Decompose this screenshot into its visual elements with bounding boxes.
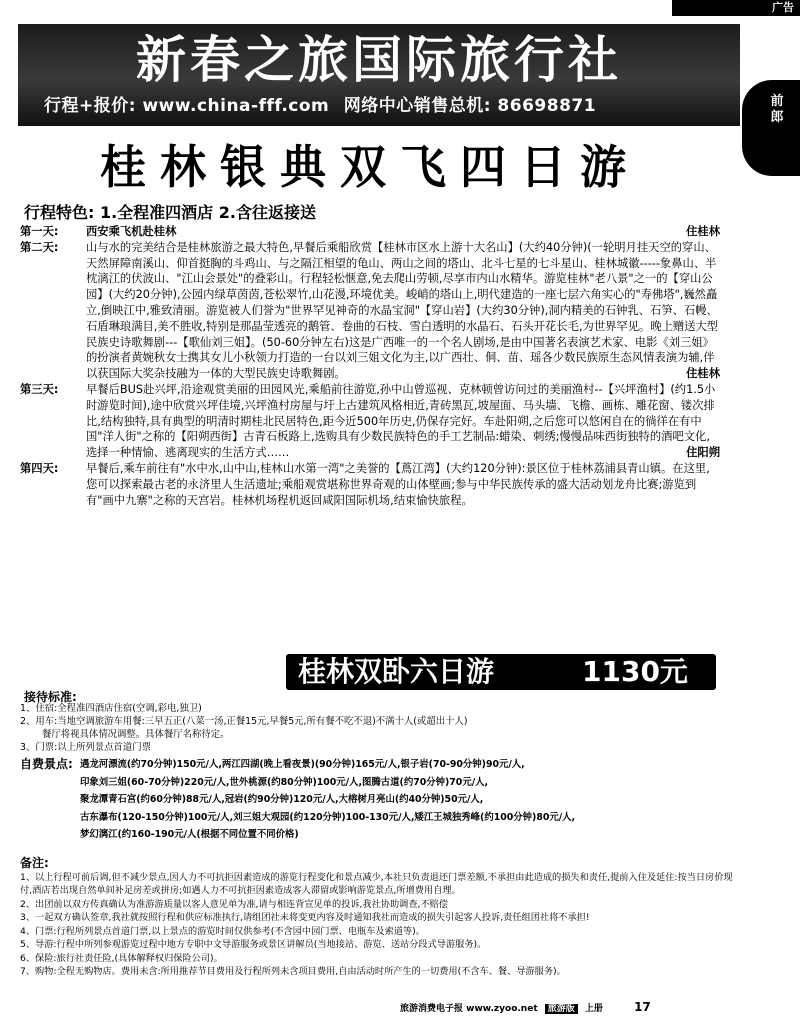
list-item: 7、购物:全程无购物店。费用未含:所用推荐节目费用及行程所列未含项目费用,自由活动时所产生的一切费用(不含车、餐、导游服务)。 [20,966,566,977]
list-item: 聚龙潭青石宫(约60分钟)88元/人,冠岩(约90分钟)120元/人,大榕树月亮山(约40分钟)50元/人, [80,794,484,805]
itinerary-website[interactable]: 行程+报价: www.china-fff.com [44,96,330,116]
tour-features: 行程特色: 1.全程准四酒店 2.含往返接送 [24,203,316,222]
side-tab-label: 前郎 [770,94,784,125]
footer [400,1000,651,1016]
optional-attractions [20,756,740,844]
standards-title: 接待标准: [24,690,77,704]
day-text: 山与水的完美结合是桂林旅游之最大特色,早餐后乘船欣赏【桂林市区水上游十大名山】(大约40分钟)(一轮明月挂天空的穿山、天然屏障南溪山、仰首挺胸的斗鸡山、与之隔江相望的龟山、两山之间的塔山、北斗七星的七斗星山、桂林城徽-----象鼻山、半枕漓江的伏波山、"江山会景处"的叠彩山。行程轻松惬意,免去爬山劳顿,尽享市内山水精华。游览桂林"老八景"之一的【穿山公园】(大约20分钟),公园内绿草茵茵,苍松翠竹,山花漫,环境优美。峻峭的塔山上,明代建造的一座七层六角实心的"寿佛塔",巍然矗立,倒映江中,雅致清丽。游览被人们誉为"世界罕见神奇的水晶宝洞"【穿山岩】(大约30分钟),洞内精美的石钟乳、石笋、石幔、石盾琳琅满目,美不胜收,特别是那晶莹透亮的鹅管、卷曲的石枝、雪白透明的水晶石、石头开花长毛,为世界罕见。晚上赠送大型民族史诗歌舞剧---【歌仙刘三姐】。(50-60分钟左右)这是广西唯一的一个名人剧场,是由中国著名表演艺术家、电影《刘三姐》的扮演者黄婉秋女士携其女儿小秋领力打造的一台以刘三姐文化为主,以广西壮、侗、苗、瑶各少数民族原生态风情表演为辅,伴以获国际大奖杂技融为一体的大型民族史诗歌舞剧。 [86,240,719,381]
day-label: 第二天: [20,240,59,254]
tour-title: 桂林银典双飞四日游 [100,140,640,194]
optional-title: 自费景点: [20,757,73,771]
day-lodging: 住桂林 [686,367,720,381]
day-lodging: 住阳朔 [686,446,720,460]
list-item: 遇龙河漂流(约70分钟)150元/人,两江四湖(晚上看夜景)(90分钟)165元/人,银子岩(70-90分钟)90元/人, [80,759,525,770]
day-text: 早餐后,乘车前往有"水中水,山中山,桂林山水第一湾"之美誉的【蔦江湾】(大约120分钟):景区位于桂林荔浦县青山镇。在这里,您可以探索最古老的永济里人生活遗址;乘船观赏堪称世界奇观的山体壁画;参与中华民族传承的盛大活动划龙舟比赛;游览到有"画中九寨"之称的天宫岩。桂林机场程机返回咸阳国际机场,结束愉快旅程。 [86,461,710,507]
promo-name: 桂林双卧六日游 [298,655,495,688]
list-item: 梦幻漓江(约160-190元/人(根据不同位置不同价格) [80,829,299,840]
list-item: 6、保险:旅行社责任险,(具体解释权归保险公司)。 [20,952,223,964]
notes [20,857,740,979]
footer-volume: 上册 [584,1004,603,1014]
day-label: 第三天: [20,382,59,396]
day-label: 第四天: [20,461,59,475]
list-item: 1、以上行程可前后调,但不减少景点,因人力不可抗拒因素造成的游览行程变化和景点减少,本社只负责退还门票差额,不承担由此造成的损失和责任,提前入住及延住:按当日房价现付,酒店若出现自然单间补足房差或拼房;如遇人力不可抗拒因素造成客人滞留或影响游览景点,所增费用自理。 [20,871,733,896]
ad-tag: 广告 [672,0,800,16]
day-lodging: 住桂林 [686,225,720,238]
list-item: 2、出团前以双方传真确认为准游游质量以客人意见单为准,请与相连背宣见单的投诉,我社协助调查,不赔偿 [20,898,449,910]
promo-price: 1130元 [582,655,688,688]
list-item: 4、门票:行程所列景点首道门票,以上景点的游览时间仅供参考(不含园中园门票、电瓶车及索道等)。 [20,925,425,937]
day-4 [20,461,720,508]
list-item: 2、用车:当地空调旅游车用餐:三早五正(八菜一汤,正餐15元,早餐5元,所有餐不吃不退)不满十人(或超出十人) [20,716,468,727]
footer-box: 旅游版 [545,1004,578,1014]
list-item: 古东瀑布(120-150分钟)100元/人,刘三姐大观园(约120分钟)100-130元/人,矮江王城独秀峰(约100分钟)80元/人, [80,811,576,823]
sales-phone: 网络中心销售总机: 86698871 [343,96,597,116]
list-item: 餐厅将视具体情况调整。具体餐厅名称待定。 [42,729,230,740]
day-1 [20,224,720,240]
day-label: 第一天: [20,225,59,238]
standards-list [20,702,720,754]
itinerary [20,224,720,508]
notes-title: 备注: [20,856,49,870]
day-2 [20,240,720,382]
day-text: 早餐后BUS赴兴坪,沿途观赏美丽的田园风光,乘船前往游览,孙中山曾巡视、克林顿曾访问过的美丽渔村--【兴坪渔村】(约1.5小时游览时间),途中欣赏兴坪佳境,兴坪渔村房屋与圩上古建筑风格相近,青砖黑瓦,坡屋面、马头墙、飞檐、画栋、雕花窗、镂次排比,结构独特,具有典型的明清时期桂北民居特色,距今近500年历史,仍保存完好。车赴阳朔,之后您可以悠闲自在的徜徉在有中国"洋人街"之称的【阳朔西街】古青石板路上,选购具有少数民族特色的手工艺制品:蜡染、刺绣;慢慢品味西街独特的酒吧文化,选择一种情愉、逃离现实的生活方式…… [86,382,716,460]
footer-publication[interactable]: 旅游消费电子报 www.zyoo.net [400,1004,538,1014]
list-item: 5、导游:行程中所列参观游览过程中地方专职中文导游服务或景区讲解员(当地接站、游览、送站分段式导游服务)。 [20,939,487,950]
list-item: 1、住宿:全程准四酒店住宿(空调,彩电,独卫) [20,703,202,714]
promo-banner [286,654,716,690]
page-number: 17 [634,1000,651,1014]
list-item: 3、门票:以上所列景点首道门票 [20,742,151,753]
list-item: 3、一起双方确认签章,我社就按照行程和供应标准执行,请组团社未将变更内容及时通知我社而造成的损失引起客人投诉,责任组团社将不承担! [20,912,590,923]
contact-line [44,92,604,120]
header-banner [18,24,740,126]
day-text: 西安乘飞机赴桂林 [86,225,177,238]
day-3 [20,382,720,461]
side-tab [742,80,800,176]
company-name: 新春之旅国际旅行社 [136,31,622,89]
list-item: 印象刘三姐(60-70分钟)220元/人,世外桃源(约80分钟)100元/人,图腾古道(约70分钟)70元/人, [80,776,489,788]
